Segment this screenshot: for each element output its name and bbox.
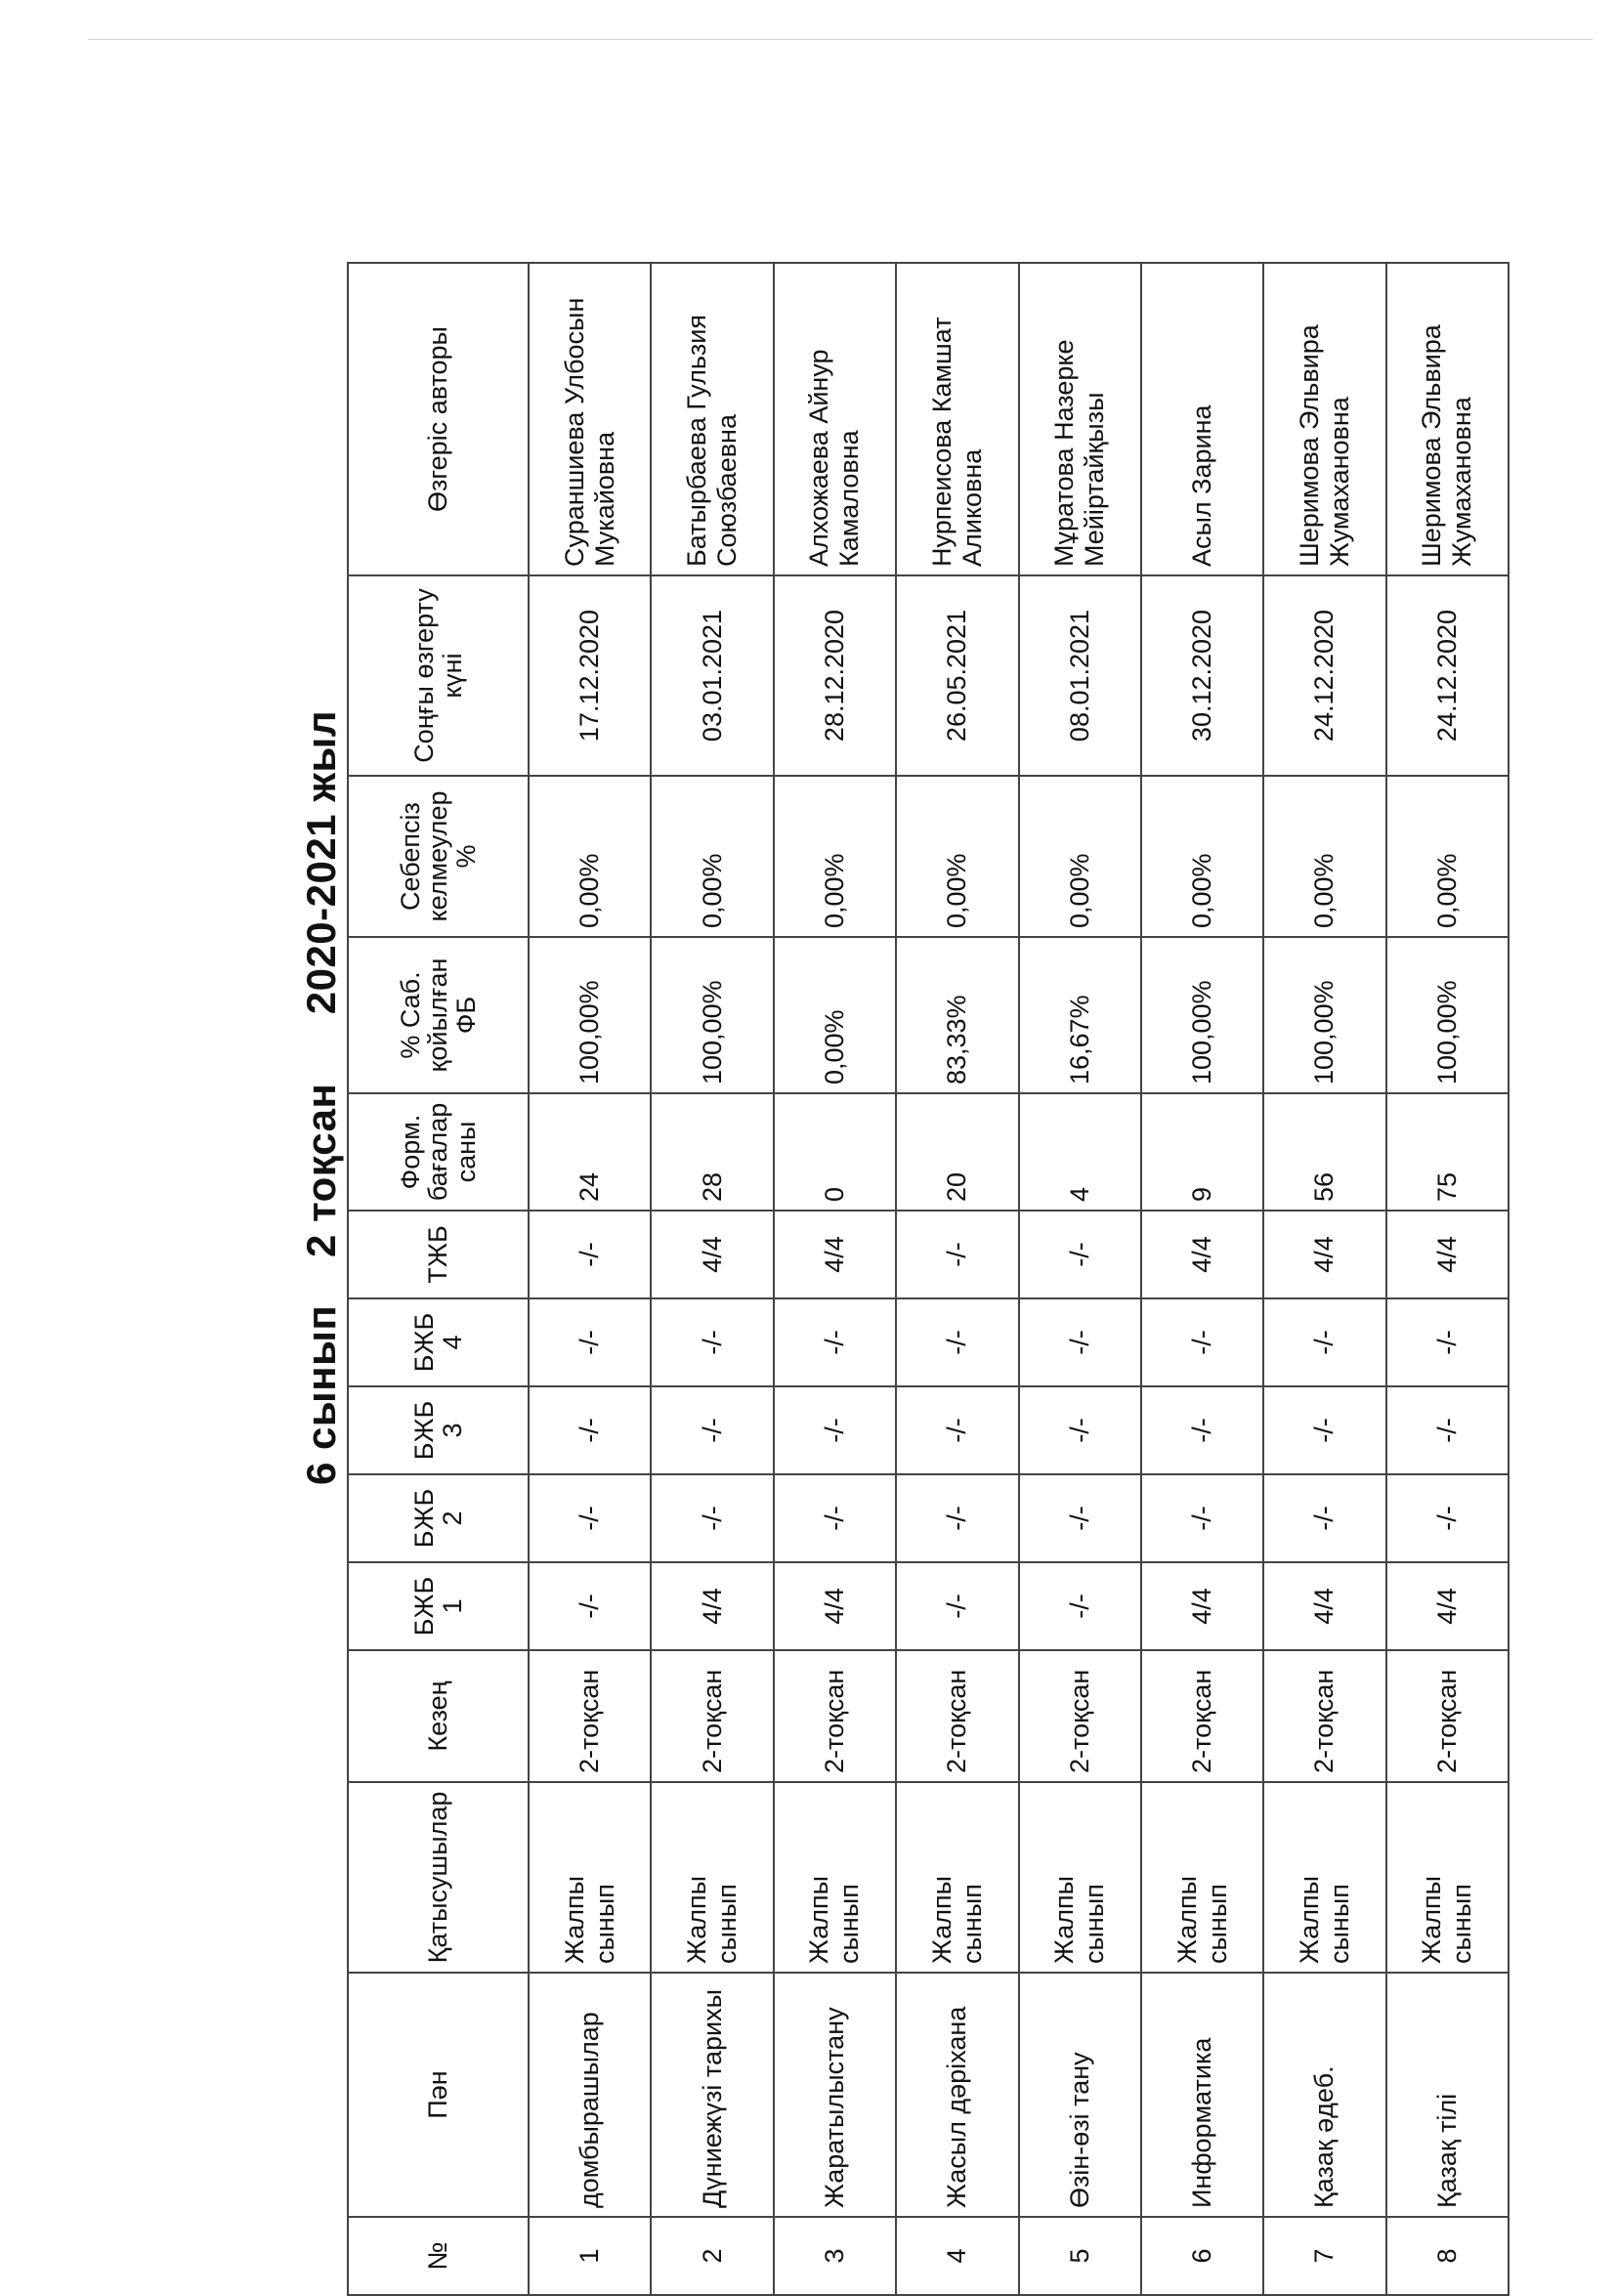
class-label: 6 сынып bbox=[298, 1304, 344, 1485]
cell-bzhb3: -/- bbox=[896, 1386, 1018, 1474]
table-row bbox=[896, 263, 1018, 2295]
cell-period: 2-тоқсан bbox=[774, 1650, 896, 1782]
header-bzhb2: БЖБ 2 bbox=[348, 1474, 529, 1562]
header-last-edit: Соңғы өзгерту күні bbox=[348, 575, 529, 776]
cell-participants: Жалпы сынып bbox=[1019, 1782, 1141, 1973]
cell-fb-percent: 100,00% bbox=[651, 937, 773, 1093]
cell-fb-percent: 100,00% bbox=[1386, 937, 1509, 1093]
cell-last-edit: 03.01.2021 bbox=[651, 575, 773, 776]
cell-no: 7 bbox=[1263, 2217, 1385, 2295]
cell-no: 6 bbox=[1141, 2217, 1263, 2295]
cell-last-edit: 28.12.2020 bbox=[774, 575, 896, 776]
cell-bzhb4: -/- bbox=[1019, 1298, 1141, 1386]
page-edge-line bbox=[88, 39, 1593, 40]
cell-tzhb: -/- bbox=[896, 1211, 1018, 1298]
cell-fb-percent: 83,33% bbox=[896, 937, 1018, 1093]
cell-subject: Жасыл дәріхана bbox=[896, 1973, 1018, 2217]
cell-subject: Өзін-өзі тану bbox=[1019, 1973, 1141, 2217]
cell-author: Мұратова Назерке Мейіртайқызы bbox=[1019, 263, 1141, 575]
cell-tzhb: 4/4 bbox=[1263, 1211, 1385, 1298]
cell-subject: Қазақ тілі bbox=[1386, 1973, 1509, 2217]
cell-subject: Дүниежүзі тарихы bbox=[651, 1973, 773, 2217]
table-row bbox=[1019, 263, 1141, 2295]
cell-bzhb2: -/- bbox=[1386, 1474, 1509, 1562]
cell-bzhb1: 4/4 bbox=[774, 1562, 896, 1650]
cell-bzhb1: 4/4 bbox=[1386, 1562, 1509, 1650]
cell-bzhb1: 4/4 bbox=[1263, 1562, 1385, 1650]
cell-period: 2-тоқсан bbox=[1019, 1650, 1141, 1782]
cell-bzhb1: -/- bbox=[1019, 1562, 1141, 1650]
cell-no: 1 bbox=[529, 2217, 651, 2295]
cell-bzhb3: -/- bbox=[651, 1386, 773, 1474]
cell-bzhb2: -/- bbox=[529, 1474, 651, 1562]
cell-subject: Қазақ әдеб. bbox=[1263, 1973, 1385, 2217]
cell-author: Асыл Зарина bbox=[1141, 263, 1263, 575]
cell-bzhb4: -/- bbox=[896, 1298, 1018, 1386]
table-body bbox=[529, 263, 1509, 2295]
cell-bzhb1: 4/4 bbox=[1141, 1562, 1263, 1650]
cell-bzhb3: -/- bbox=[1386, 1386, 1509, 1474]
cell-bzhb2: -/- bbox=[1141, 1474, 1263, 1562]
cell-bzhb1: 4/4 bbox=[651, 1562, 773, 1650]
cell-author: Нурпеисова Камшат Аликовна bbox=[896, 263, 1018, 575]
header-fb-percent: % Саб. қойылған ФБ bbox=[348, 937, 529, 1093]
header-subject: Пән bbox=[348, 1973, 529, 2217]
cell-absence-percent: 0,00% bbox=[651, 776, 773, 937]
cell-form-count: 0 bbox=[774, 1093, 896, 1211]
cell-tzhb: 4/4 bbox=[1141, 1211, 1263, 1298]
header-no: № bbox=[348, 2217, 529, 2295]
cell-bzhb2: -/- bbox=[1019, 1474, 1141, 1562]
header-participants: Қатысушылар bbox=[348, 1782, 529, 1973]
cell-no: 5 bbox=[1019, 2217, 1141, 2295]
cell-form-count: 4 bbox=[1019, 1093, 1141, 1211]
cell-form-count: 28 bbox=[651, 1093, 773, 1211]
cell-author: Батырбаева Гульзия Союзбаевна bbox=[651, 263, 773, 575]
rotated-table-container bbox=[347, 264, 1510, 2296]
cell-subject: домбырашылар bbox=[529, 1973, 651, 2217]
cell-bzhb4: -/- bbox=[774, 1298, 896, 1386]
cell-participants: Жалпы сынып bbox=[774, 1782, 896, 1973]
cell-bzhb4: -/- bbox=[1141, 1298, 1263, 1386]
cell-period: 2-тоқсан bbox=[1141, 1650, 1263, 1782]
cell-participants: Жалпы сынып bbox=[651, 1782, 773, 1973]
cell-form-count: 75 bbox=[1386, 1093, 1509, 1211]
cell-bzhb3: -/- bbox=[529, 1386, 651, 1474]
cell-last-edit: 24.12.2020 bbox=[1263, 575, 1385, 776]
cell-bzhb1: -/- bbox=[896, 1562, 1018, 1650]
header-bzhb1: БЖБ 1 bbox=[348, 1562, 529, 1650]
cell-last-edit: 26.05.2021 bbox=[896, 575, 1018, 776]
cell-last-edit: 08.01.2021 bbox=[1019, 575, 1141, 776]
cell-participants: Жалпы сынып bbox=[529, 1782, 651, 1973]
table-row bbox=[1263, 263, 1385, 2295]
cell-period: 2-тоқсан bbox=[1263, 1650, 1385, 1782]
cell-bzhb1: -/- bbox=[529, 1562, 651, 1650]
cell-period: 2-тоқсан bbox=[896, 1650, 1018, 1782]
cell-absence-percent: 0,00% bbox=[529, 776, 651, 937]
cell-absence-percent: 0,00% bbox=[1386, 776, 1509, 937]
cell-tzhb: 4/4 bbox=[1386, 1211, 1509, 1298]
cell-participants: Жалпы сынып bbox=[1141, 1782, 1263, 1973]
cell-form-count: 56 bbox=[1263, 1093, 1385, 1211]
grades-table bbox=[347, 262, 1510, 2296]
cell-bzhb2: -/- bbox=[1263, 1474, 1385, 1562]
cell-bzhb4: -/- bbox=[529, 1298, 651, 1386]
cell-period: 2-тоқсан bbox=[1386, 1650, 1509, 1782]
header-absence-percent: Себепсіз келмеулер % bbox=[348, 776, 529, 937]
cell-bzhb4: -/- bbox=[651, 1298, 773, 1386]
cell-fb-percent: 0,00% bbox=[774, 937, 896, 1093]
cell-fb-percent: 100,00% bbox=[529, 937, 651, 1093]
cell-fb-percent: 16,67% bbox=[1019, 937, 1141, 1093]
header-form-count: Форм. бағалар саны bbox=[348, 1093, 529, 1211]
year-label: 2020-2021 жыл bbox=[298, 709, 344, 1015]
cell-period: 2-тоқсан bbox=[651, 1650, 773, 1782]
cell-absence-percent: 0,00% bbox=[896, 776, 1018, 937]
cell-fb-percent: 100,00% bbox=[1141, 937, 1263, 1093]
cell-author: Шеримова Эльвира Жумахановна bbox=[1386, 263, 1509, 575]
cell-subject: Информатика bbox=[1141, 1973, 1263, 2217]
cell-tzhb: 4/4 bbox=[774, 1211, 896, 1298]
header-bzhb4: БЖБ 4 bbox=[348, 1298, 529, 1386]
header-tzhb: ТЖБ bbox=[348, 1211, 529, 1298]
table-row bbox=[1141, 263, 1263, 2295]
cell-form-count: 24 bbox=[529, 1093, 651, 1211]
page-title bbox=[298, 710, 345, 1485]
table-row bbox=[774, 263, 896, 2295]
cell-bzhb3: -/- bbox=[1263, 1386, 1385, 1474]
cell-author: Шеримова Эльвира Жумахановна bbox=[1263, 263, 1385, 575]
cell-bzhb3: -/- bbox=[774, 1386, 896, 1474]
cell-no: 3 bbox=[774, 2217, 896, 2295]
cell-last-edit: 24.12.2020 bbox=[1386, 575, 1509, 776]
cell-subject: Жаратылыстану bbox=[774, 1973, 896, 2217]
cell-author: Алхожаева Айнур Камаловна bbox=[774, 263, 896, 575]
cell-bzhb4: -/- bbox=[1263, 1298, 1385, 1386]
cell-bzhb2: -/- bbox=[774, 1474, 896, 1562]
header-author: Өзгеріс авторы bbox=[348, 263, 529, 575]
cell-absence-percent: 0,00% bbox=[1263, 776, 1385, 937]
cell-no: 4 bbox=[896, 2217, 1018, 2295]
table-row bbox=[1386, 263, 1509, 2295]
cell-form-count: 9 bbox=[1141, 1093, 1263, 1211]
cell-participants: Жалпы сынып bbox=[896, 1782, 1018, 1973]
header-bzhb3: БЖБ 3 bbox=[348, 1386, 529, 1474]
term-label: 2 тоқсан bbox=[298, 1083, 344, 1257]
cell-bzhb3: -/- bbox=[1019, 1386, 1141, 1474]
table-row bbox=[651, 263, 773, 2295]
cell-participants: Жалпы сынып bbox=[1386, 1782, 1509, 1973]
header-period: Кезең bbox=[348, 1650, 529, 1782]
cell-absence-percent: 0,00% bbox=[1019, 776, 1141, 937]
cell-fb-percent: 100,00% bbox=[1263, 937, 1385, 1093]
cell-absence-percent: 0,00% bbox=[1141, 776, 1263, 937]
cell-period: 2-тоқсан bbox=[529, 1650, 651, 1782]
cell-author: Сураншиева Улбосын Мукайовна bbox=[529, 263, 651, 575]
table-row bbox=[529, 263, 651, 2295]
cell-no: 2 bbox=[651, 2217, 773, 2295]
cell-tzhb: -/- bbox=[529, 1211, 651, 1298]
cell-absence-percent: 0,00% bbox=[774, 776, 896, 937]
cell-bzhb4: -/- bbox=[1386, 1298, 1509, 1386]
cell-no: 8 bbox=[1386, 2217, 1509, 2295]
cell-last-edit: 17.12.2020 bbox=[529, 575, 651, 776]
cell-last-edit: 30.12.2020 bbox=[1141, 575, 1263, 776]
cell-form-count: 20 bbox=[896, 1093, 1018, 1211]
cell-participants: Жалпы сынып bbox=[1263, 1782, 1385, 1973]
table-header-row bbox=[348, 263, 529, 2295]
cell-bzhb2: -/- bbox=[896, 1474, 1018, 1562]
cell-tzhb: -/- bbox=[1019, 1211, 1141, 1298]
cell-bzhb3: -/- bbox=[1141, 1386, 1263, 1474]
cell-bzhb2: -/- bbox=[651, 1474, 773, 1562]
cell-tzhb: 4/4 bbox=[651, 1211, 773, 1298]
